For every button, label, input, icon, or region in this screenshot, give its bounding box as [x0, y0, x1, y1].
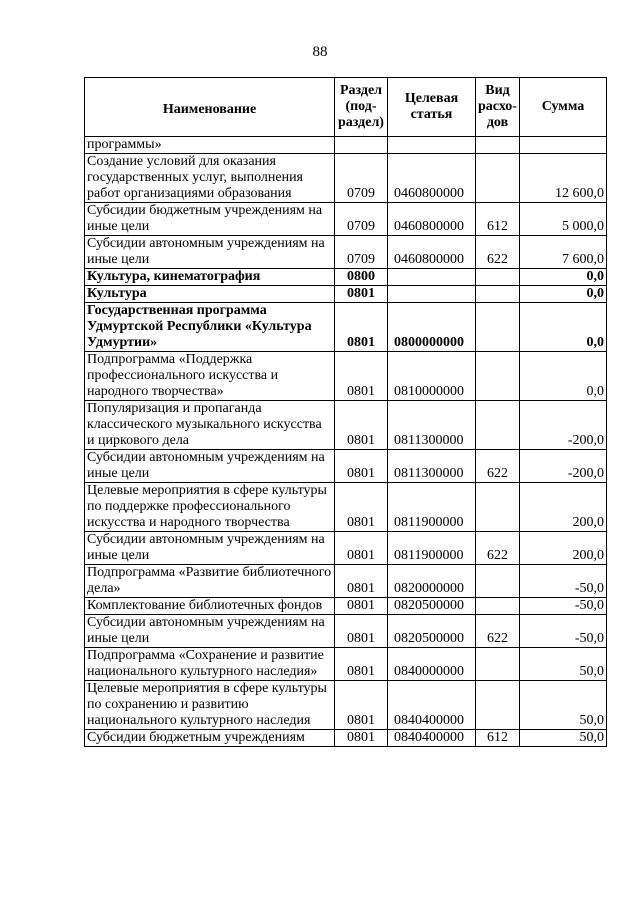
cell-sum: 50,0 — [520, 681, 607, 730]
cell-section: 0709 — [335, 236, 388, 269]
cell-sum: 5 000,0 — [520, 203, 607, 236]
cell-sum: 50,0 — [520, 648, 607, 681]
cell-article: 0811300000 — [388, 401, 476, 450]
table-row — [85, 598, 607, 615]
cell-sum: 0,0 — [520, 269, 607, 286]
cell-name: Субсидии бюджетным учреждениям — [85, 730, 335, 747]
cell-article: 0460800000 — [388, 154, 476, 203]
table-row — [85, 532, 607, 565]
cell-name: программы» — [85, 137, 335, 154]
cell-name: Подпрограмма «Развитие библиотечного дела» — [85, 565, 335, 598]
cell-section: 0709 — [335, 203, 388, 236]
cell-article — [388, 269, 476, 286]
cell-section: 0801 — [335, 648, 388, 681]
cell-expense-type — [476, 598, 520, 615]
cell-article: 0811300000 — [388, 450, 476, 483]
cell-article: 0811900000 — [388, 483, 476, 532]
table-row — [85, 565, 607, 598]
cell-name: Культура — [85, 286, 335, 303]
cell-expense-type — [476, 286, 520, 303]
header-article: Целевая статья — [388, 78, 476, 137]
header-name: Наименование — [85, 78, 335, 137]
cell-expense-type — [476, 483, 520, 532]
cell-name: Создание условий для оказания государственных услуг, выполнения работ организациями образования — [85, 154, 335, 203]
cell-article: 0810000000 — [388, 352, 476, 401]
table-row — [85, 269, 607, 286]
cell-expense-type — [476, 681, 520, 730]
cell-article: 0820500000 — [388, 598, 476, 615]
cell-sum: -50,0 — [520, 615, 607, 648]
header-section: Раздел (под-раздел) — [335, 78, 388, 137]
cell-name: Субсидии автономным учреждениям на иные цели — [85, 532, 335, 565]
cell-expense-type: 622 — [476, 615, 520, 648]
cell-section: 0800 — [335, 269, 388, 286]
table-row — [85, 137, 607, 154]
cell-name: Подпрограмма «Сохранение и развитие национального культурного наследия» — [85, 648, 335, 681]
header-expense-type: Вид расхо-дов — [476, 78, 520, 137]
cell-expense-type: 622 — [476, 532, 520, 565]
cell-name: Комплектование библиотечных фондов — [85, 598, 335, 615]
table-row — [85, 730, 607, 747]
cell-article: 0460800000 — [388, 236, 476, 269]
table-row — [85, 203, 607, 236]
cell-article: 0460800000 — [388, 203, 476, 236]
cell-sum: 50,0 — [520, 730, 607, 747]
cell-article: 0840400000 — [388, 681, 476, 730]
cell-section: 0801 — [335, 598, 388, 615]
cell-sum: -50,0 — [520, 598, 607, 615]
page-number: 88 — [312, 44, 328, 60]
cell-section: 0801 — [335, 450, 388, 483]
cell-expense-type — [476, 648, 520, 681]
cell-expense-type: 612 — [476, 730, 520, 747]
cell-sum: -200,0 — [520, 401, 607, 450]
cell-section: 0801 — [335, 532, 388, 565]
table-row — [85, 236, 607, 269]
header-sum: Сумма — [520, 78, 607, 137]
table-row — [85, 401, 607, 450]
cell-article — [388, 286, 476, 303]
table-row — [85, 681, 607, 730]
cell-name: Субсидии автономным учреждениям на иные цели — [85, 236, 335, 269]
cell-article: 0820500000 — [388, 615, 476, 648]
cell-expense-type: 622 — [476, 236, 520, 269]
cell-sum: 0,0 — [520, 303, 607, 352]
cell-article: 0840000000 — [388, 648, 476, 681]
cell-sum: 12 600,0 — [520, 154, 607, 203]
table-body — [85, 137, 607, 747]
cell-expense-type: 612 — [476, 203, 520, 236]
table-row — [85, 154, 607, 203]
cell-expense-type: 622 — [476, 450, 520, 483]
cell-sum: -50,0 — [520, 565, 607, 598]
cell-section: 0801 — [335, 565, 388, 598]
cell-section: 0801 — [335, 615, 388, 648]
cell-section: 0801 — [335, 401, 388, 450]
cell-name: Субсидии бюджетным учреждениям на иные цели — [85, 203, 335, 236]
cell-section: 0801 — [335, 681, 388, 730]
cell-sum: 0,0 — [520, 352, 607, 401]
cell-sum: 7 600,0 — [520, 236, 607, 269]
table-header-row — [85, 78, 607, 137]
cell-sum: 200,0 — [520, 483, 607, 532]
cell-name: Государственная программа Удмуртской Республики «Культура Удмуртии» — [85, 303, 335, 352]
cell-expense-type — [476, 154, 520, 203]
cell-name: Культура, кинематография — [85, 269, 335, 286]
cell-expense-type — [476, 401, 520, 450]
table-row — [85, 483, 607, 532]
cell-name: Подпрограмма «Поддержка профессионального искусства и народного творчества» — [85, 352, 335, 401]
cell-name: Целевые мероприятия в сфере культуры по сохранению и развитию национального культурного наследия — [85, 681, 335, 730]
cell-article: 0800000000 — [388, 303, 476, 352]
table-row — [85, 648, 607, 681]
budget-table — [84, 77, 607, 747]
cell-name: Целевые мероприятия в сфере культуры по поддержке профессионального искусства и народного творчества — [85, 483, 335, 532]
cell-section: 0801 — [335, 483, 388, 532]
cell-expense-type — [476, 137, 520, 154]
table-row — [85, 286, 607, 303]
cell-expense-type — [476, 269, 520, 286]
cell-expense-type — [476, 565, 520, 598]
cell-section — [335, 137, 388, 154]
cell-name: Субсидии автономным учреждениям на иные цели — [85, 450, 335, 483]
cell-section: 0801 — [335, 730, 388, 747]
table-row — [85, 450, 607, 483]
cell-section: 0801 — [335, 352, 388, 401]
table-row — [85, 615, 607, 648]
cell-expense-type — [476, 352, 520, 401]
cell-expense-type — [476, 303, 520, 352]
cell-name: Популяризация и пропаганда классического музыкального искусства и циркового дела — [85, 401, 335, 450]
cell-article: 0811900000 — [388, 532, 476, 565]
cell-sum — [520, 137, 607, 154]
cell-sum: 200,0 — [520, 532, 607, 565]
cell-article: 0820000000 — [388, 565, 476, 598]
cell-name: Субсидии автономным учреждениям на иные цели — [85, 615, 335, 648]
cell-sum: -200,0 — [520, 450, 607, 483]
cell-section: 0801 — [335, 286, 388, 303]
cell-section: 0709 — [335, 154, 388, 203]
cell-section: 0801 — [335, 303, 388, 352]
cell-sum: 0,0 — [520, 286, 607, 303]
table-row — [85, 352, 607, 401]
cell-article: 0840400000 — [388, 730, 476, 747]
table-row — [85, 303, 607, 352]
cell-article — [388, 137, 476, 154]
